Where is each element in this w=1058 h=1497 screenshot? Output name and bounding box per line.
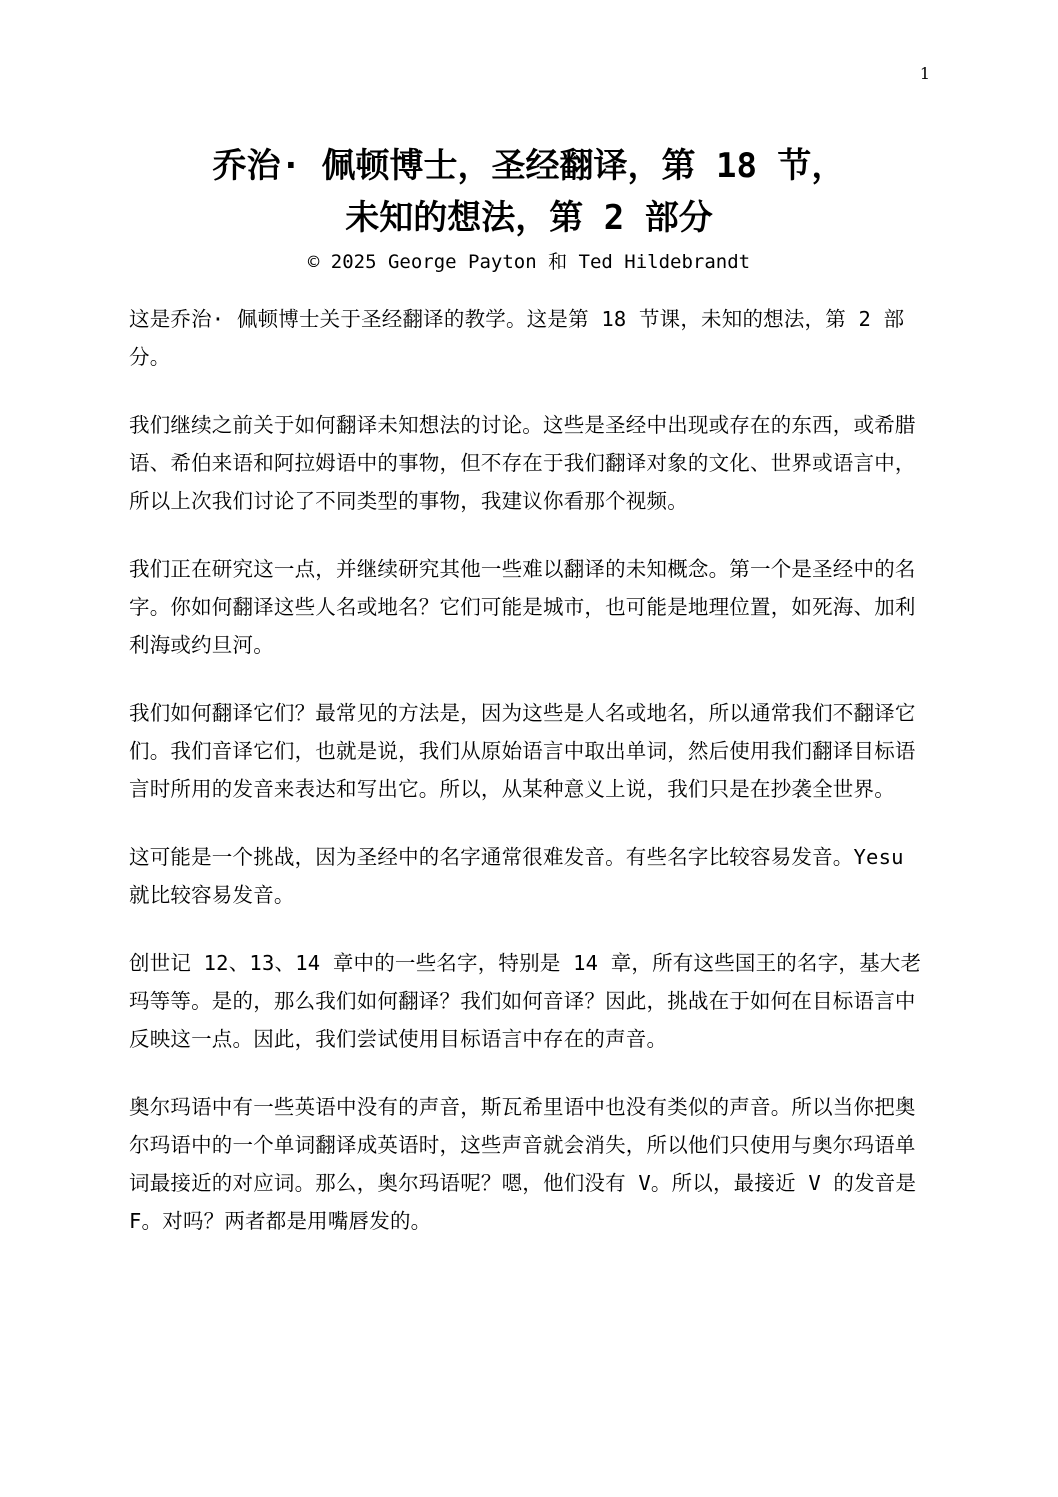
- copyright-notice: © 2025 George Payton 和 Ted Hildebrandt: [307, 251, 751, 273]
- paragraph: 我们继续之前关于如何翻译未知想法的讨论。这些是圣经中出现或存在的东西，或希腊语、希伯来语和阿拉姆语中的事物，但不存在于我们翻译对象的文化、世界或语言中，所以上次我们讨论了不同类型的事物，我建议你看那个视频。: [129, 413, 916, 513]
- page-number: 1: [919, 64, 930, 83]
- paragraph: 这可能是一个挑战，因为圣经中的名字通常很难发音。有些名字比较容易发音。Yesu 就比较容易发音。: [129, 845, 904, 907]
- paragraph: 这是乔治· 佩顿博士关于圣经翻译的教学。这是第 18 节课，未知的想法，第 2 部分。: [129, 307, 905, 369]
- paragraph: 奥尔玛语中有一些英语中没有的声音，斯瓦希里语中也没有类似的声音。所以当你把奥尔玛语中的一个单词翻译成英语时，这些声音就会消失，所以他们只使用与奥尔玛语单词最接近的对应词。那么，奥尔玛语呢？嗯，他们没有 V。所以，最接近 V 的发音是 F。对吗？两者都是用嘴唇发的。: [129, 1095, 917, 1233]
- paragraph: 我们如何翻译它们？最常见的方法是，因为这些是人名或地名，所以通常我们不翻译它们。我们音译它们，也就是说，我们从原始语言中取出单词，然后使用我们翻译目标语言时所用的发音来表达和写出它。所以，从某种意义上说，我们只是在抄袭全世界。: [129, 701, 916, 801]
- title-block: [0, 140, 1058, 276]
- paragraph: 创世记 12、13、14 章中的一些名字，特别是 14 章，所有这些国王的名字，基大老玛等等。是的，那么我们如何翻译？我们如何音译？因此，挑战在于如何在目标语言中反映这一点。因此，我们尝试使用目标语言中存在的声音。: [129, 951, 922, 1051]
- title-line-1: 乔治· 佩顿博士，圣经翻译，第 18 节，: [212, 146, 846, 186]
- paragraph: 我们正在研究这一点，并继续研究其他一些难以翻译的未知概念。第一个是圣经中的名字。你如何翻译这些人名或地名？它们可能是城市，也可能是地理位置，如死海、加利利海或约旦河。: [129, 557, 916, 657]
- body-text: [129, 300, 929, 1270]
- title-line-2: 未知的想法，第 2 部分: [345, 198, 713, 238]
